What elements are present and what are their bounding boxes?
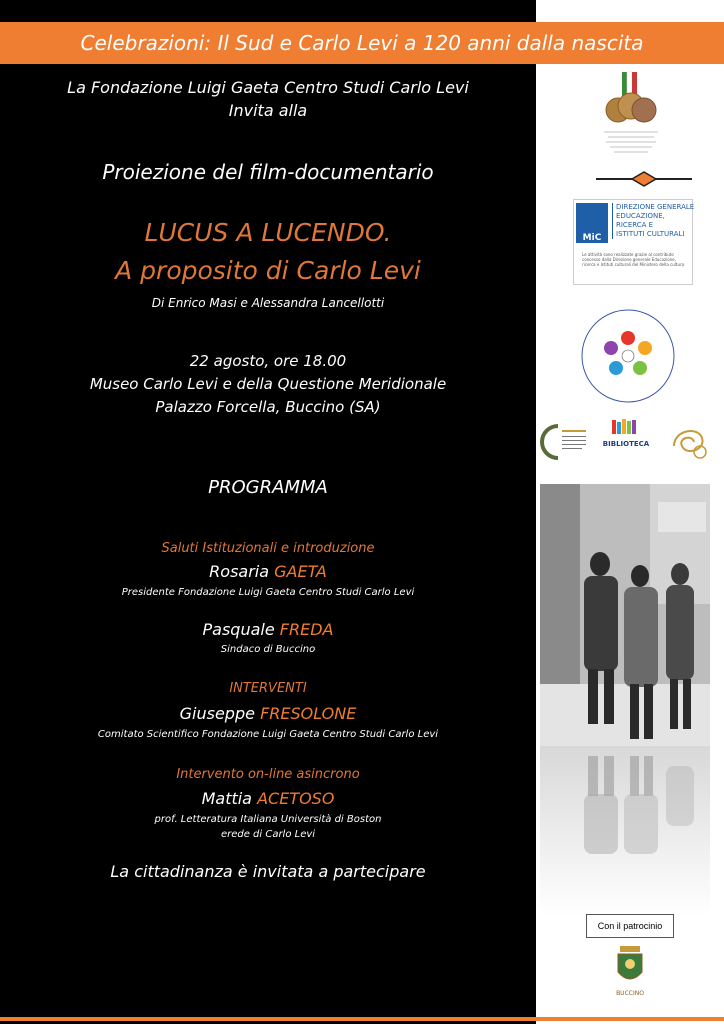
speaker-2-first: Pasquale	[202, 620, 275, 639]
online-heading: Intervento on-line asincrono	[176, 767, 360, 782]
interventi-heading: INTERVENTI	[229, 681, 307, 696]
speaker-3-last: FRESOLONE	[260, 704, 357, 723]
speaker-1-first: Rosaria	[209, 562, 270, 581]
event-venue: Museo Carlo Levi e della Questione Meridionale	[89, 375, 447, 393]
speaker-2	[0, 620, 536, 639]
speaker-4-last: ACETOSO	[257, 789, 335, 808]
historic-photo	[540, 484, 710, 916]
biblioteca-logo	[598, 418, 654, 462]
programma-heading: PROGRAMMA	[208, 477, 328, 498]
patrocinio-box: Con il patrocinio	[586, 914, 674, 938]
mic-note: Le attività sono realizzate grazie al contributo concesso dalla Direzione generale Educazione, ricerca e Istituti culturali del Ministero della cultura	[582, 252, 685, 267]
speaker-1-last: GAETA	[274, 562, 327, 581]
fondazione-swirl-logo	[664, 416, 716, 464]
speaker-2-last: FREDA	[279, 620, 334, 639]
event-place: Palazzo Forcella, Buccino (SA)	[155, 398, 381, 416]
intro-line-1: La Fondazione Luigi Gaeta Centro Studi Carlo Levi	[67, 78, 469, 97]
mic-text	[612, 203, 696, 239]
speaker-2-role: Sindaco di Buccino	[220, 644, 316, 655]
speaker-4-role-1: prof. Letteratura Italiana Università di Boston	[154, 814, 382, 825]
mic-abbr: MiC	[582, 233, 602, 243]
biblioteca-label: BIBLIOTECA	[602, 440, 650, 448]
ornament-divider	[596, 170, 692, 188]
speaker-4-role-2: erede di Carlo Levi	[220, 829, 316, 840]
closing-line: La cittadinanza è invitata a partecipare	[110, 862, 426, 881]
projection-heading: Proiezione del film-documentario	[102, 160, 434, 184]
buccino-label: BUCCINO	[616, 990, 644, 997]
speaker-1	[0, 562, 536, 581]
speaker-4	[0, 789, 536, 808]
film-title-1: LUCUS A LUCENDO.	[144, 218, 392, 247]
medal-logo	[596, 70, 666, 160]
fondazione-gaeta-logo	[578, 306, 678, 406]
speaker-3-first: Giuseppe	[179, 704, 255, 723]
mic-line-2: EDUCAZIONE,	[616, 212, 665, 220]
mic-line-1: DIREZIONE GENERALE	[616, 203, 695, 211]
intro-line-2: Invita alla	[228, 101, 308, 120]
bottom-accent-line	[0, 1017, 724, 1021]
header-banner	[0, 22, 724, 64]
event-date: 22 agosto, ore 18.00	[189, 352, 347, 370]
speaker-1-role: Presidente Fondazione Luigi Gaeta Centro Studi Carlo Levi	[121, 587, 415, 598]
banner-title: Celebrazioni: Il Sud e Carlo Levi a 120 anni dalla nascita	[80, 31, 644, 55]
mic-line-4: ISTITUTI CULTURALI	[616, 230, 685, 238]
mic-logo-emblem	[576, 203, 608, 243]
museo-carlo-levi-logo	[540, 420, 590, 464]
speaker-3	[0, 704, 536, 723]
mic-logo	[573, 199, 693, 285]
speaker-4-first: Mattia	[201, 789, 252, 808]
mic-line-3: RICERCA E	[616, 221, 654, 229]
film-authors: Di Enrico Masi e Alessandra Lancellotti	[151, 296, 385, 310]
saluti-heading: Saluti Istituzionali e introduzione	[161, 541, 375, 556]
books-icon	[598, 418, 654, 436]
speaker-3-role: Comitato Scientifico Fondazione Luigi Gaeta Centro Studi Carlo Levi	[97, 729, 439, 740]
buccino-coat-of-arms-icon	[612, 944, 648, 990]
film-title-2: A proposito di Carlo Levi	[115, 256, 421, 285]
